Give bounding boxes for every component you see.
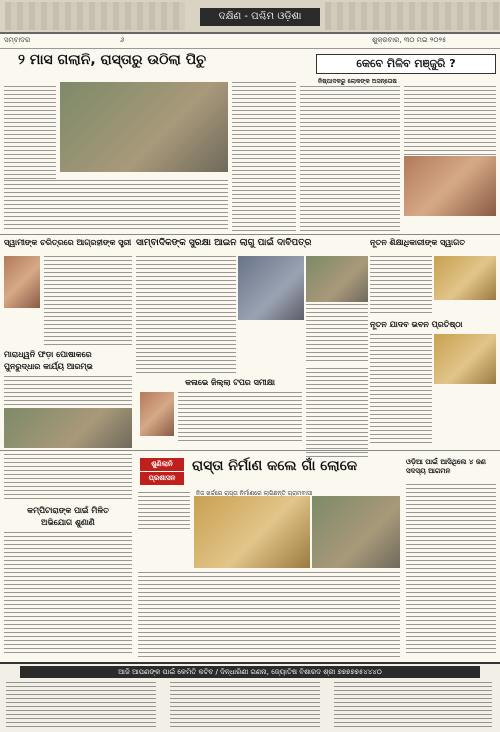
dateline	[0, 34, 500, 49]
horoscope-col-2	[170, 682, 320, 728]
section3-col-text	[306, 368, 368, 458]
section3-mid-headline: କଳାଭେ ଜିଲ୍ଲା ଟପର ସମୀକ୍ଷା	[185, 378, 275, 387]
lead-headline: ୨ ମାସ ଗଲାନି, ରାସ୍ତାରୁ ଉଠିଲା ପିଚୁ	[18, 52, 207, 68]
section4-main-headline: ରାସ୍ତା ନିର୍ମାଣ କଲେ ଗାଁ ଲୋକେ	[192, 458, 358, 474]
section4-left-text-bottom	[4, 532, 132, 656]
section2-right-text	[370, 256, 432, 316]
section3-left-text	[4, 376, 132, 406]
section3-left-photo	[4, 408, 132, 448]
section2-right-headline: ନୂତନ ଶିକ୍ଷାଧିକାରୀଙ୍କ ସ୍ୱାଗତ	[370, 238, 465, 247]
topper-portrait	[140, 392, 174, 436]
section4-intro-text	[138, 492, 190, 532]
masthead-decoration-left	[5, 2, 185, 30]
section2-left-headline: ସ୍ୱାମୀଙ୍କ ଚରିତ୍ରରେ ଆଗ୍ରହୀଙ୍କ ସ୍ତ୍ରୀ	[4, 238, 132, 247]
dateline-left: ସମ୍ବାଦର	[4, 36, 31, 44]
section4-photo-villagers	[312, 496, 400, 568]
section3-left-headline-2: ପୁନରୁଦ୍ଧାର କାର୍ଯ୍ୟ ଆରମ୍ଭ	[4, 362, 93, 371]
section2-group-photo	[306, 256, 368, 302]
right-text-col1	[300, 86, 400, 232]
section3-right-headline: ନୂତନ ଯାଦବ ଭବନ ପ୍ରତିଷ୍ଠା	[370, 320, 463, 329]
horoscope-strip	[0, 662, 500, 732]
divider-1	[0, 234, 500, 235]
section4-photo-caption: ନିଜ ଖର୍ଚ୍ଚରେ ରାସ୍ତା ନିର୍ମାଣରେ ଲାଗିଛନ୍ତି ଗ୍ରାମବାସୀ	[196, 490, 313, 497]
section4-tag-2: ପ୍ରଶାସନ	[140, 472, 184, 485]
section3-right-text	[370, 334, 432, 444]
section2-left-text	[44, 256, 132, 346]
section4-tag-1: ଶୁଣିଲାନି	[140, 458, 184, 471]
section2-mid-photo	[238, 256, 304, 320]
section3-mid-text	[178, 392, 302, 442]
section4-photo-machine	[194, 496, 310, 568]
lead-text-col2	[232, 82, 296, 232]
right-text-col2	[404, 86, 496, 156]
section2-right-photo	[434, 256, 496, 300]
dateline-date: ଶୁକ୍ରବାର, ୩୦ ମଇ ୨୦୨୫	[372, 36, 447, 44]
section3-right-photo	[434, 334, 496, 384]
section2-left-photo	[4, 256, 40, 308]
section4-left-headline-2: ଅଭିଯୋଗ ଶୁଣାଣି	[41, 518, 95, 527]
section3-left-headline-1: ମାରାଧ୍ୱନି ଫଡ଼ା ପୋଷାକରେ	[4, 350, 92, 359]
section2-mid-headline: ସାମ୍ବାଦିକଙ୍କ ସୁରକ୍ଷା ଆଇନ ଲାଗୁ ପାଇଁ ଦାବିପତ୍ର	[136, 238, 312, 248]
section2-mid-text	[136, 256, 236, 376]
masthead	[0, 0, 500, 34]
divider-2	[0, 450, 500, 451]
horoscope-col-3	[334, 682, 492, 728]
section4-right-headline: ଓଡ଼ିଆ ପାଇଁ ଆସିଥିଲେ ୪ ଜଣ ସଦସ୍ୟ ଆଗମନ	[406, 458, 486, 475]
section2-extra-text	[306, 304, 368, 364]
section4-right-text	[406, 484, 496, 656]
horoscope-bar: ଆଜି ଆପଣଙ୍କ ପାଇଁ କେମିତି କଟିବ / ଦିନ୍ଧାରିଣୀ ଗଣନା, ଜ୍ୟୋତିଷ ବିଶାରଦ ଶ୍ରୀ ୭୭୭୭୭୫୪୪୪୦	[20, 666, 480, 678]
lead-photo-road	[60, 82, 228, 172]
masthead-title: ଦକ୍ଷିଣ - ପଶ୍ଚିମ ଓଡ଼ିଶା	[200, 8, 320, 26]
right-subheadline: ନିଷ୍ପାଦକରୁ ଲୋକଙ୍କ ଅସନ୍ତୋଷ	[318, 78, 397, 85]
lead-text-col1	[4, 86, 56, 182]
right-headline: କେବେ ମିଳିବ ମଞ୍ଜୁରି ?	[316, 54, 496, 74]
masthead-decoration-right	[325, 2, 500, 30]
section4-left-text-top	[4, 454, 132, 502]
horoscope-col-1	[6, 682, 156, 728]
lead-text-bottom	[4, 180, 228, 230]
page-number: ୬	[120, 36, 125, 44]
section4-main-text	[138, 572, 400, 658]
right-photo-protest	[404, 156, 496, 216]
section4-left-headline-1: କମ୍ପିଟାରାଙ୍କ ପାଇଁ ମିଳିତ	[27, 506, 109, 515]
